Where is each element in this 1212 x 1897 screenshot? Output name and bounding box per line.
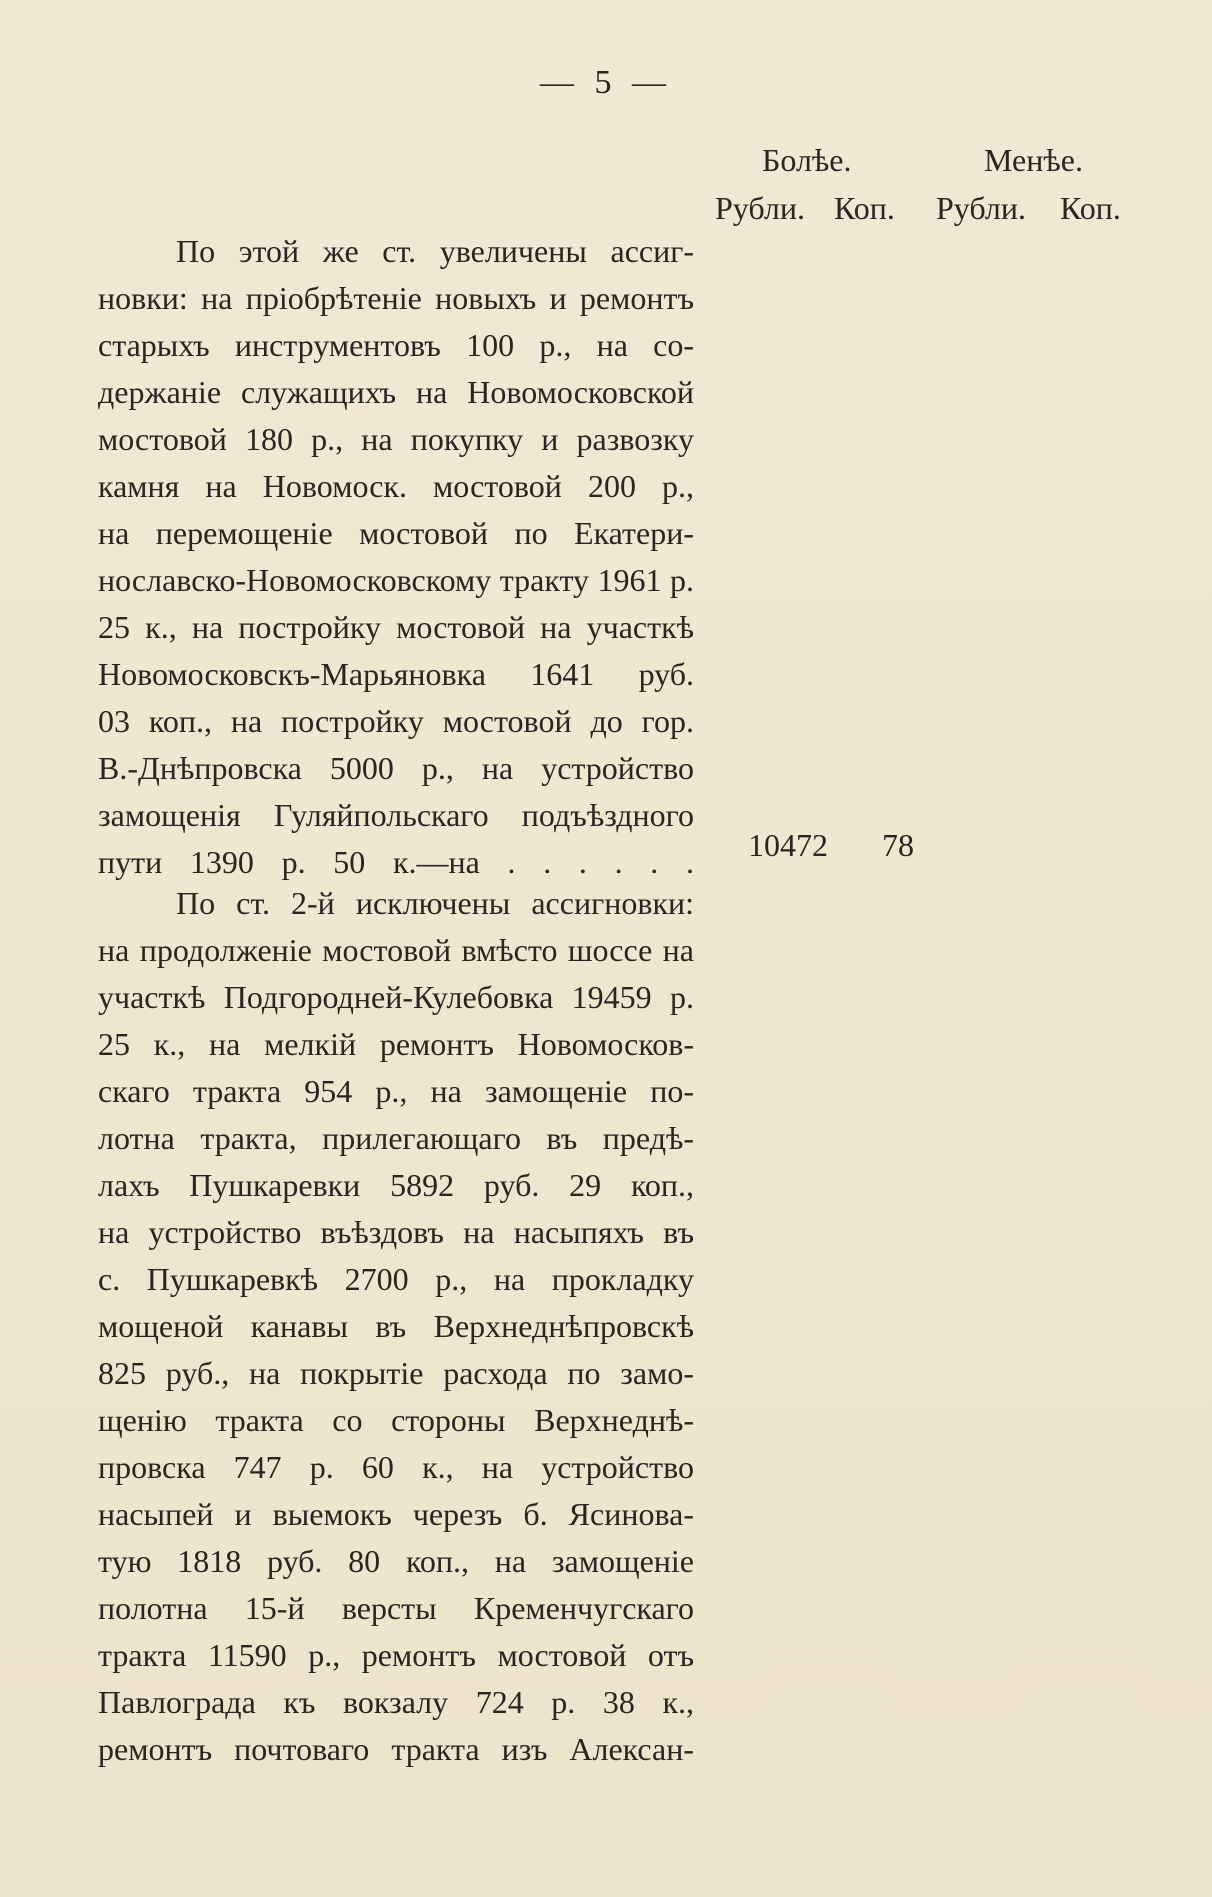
text-line: нославско-Новомосковскому тракту 1961 р. <box>98 562 694 598</box>
text-line: Павлограда къ вокзалу 724 р. 38 к., <box>98 1684 694 1720</box>
text-line: щенію тракта со стороны Верхнеднѣ- <box>98 1402 694 1438</box>
amount-rubles-more: 10472 <box>748 827 828 863</box>
text-line: держаніе служащихъ на Новомосковской <box>98 374 694 410</box>
text-line: мощеной канавы въ Верхнеднѣпровскѣ <box>98 1308 694 1344</box>
text-line: Новомосковскъ-Марьяновка 1641 руб. <box>98 656 694 692</box>
text-line: на перемощеніе мостовой по Екатери- <box>98 515 694 551</box>
text-line: камня на Новомоск. мостовой 200 р., <box>98 468 694 504</box>
column-header-more: Болѣе. <box>762 142 852 178</box>
text-line: полотна 15-й версты Кременчугскаго <box>98 1590 694 1626</box>
text-line: 25 к., на мелкій ремонтъ Новомосков- <box>98 1026 694 1062</box>
text-line: лахъ Пушкаревки 5892 руб. 29 коп., <box>98 1167 694 1203</box>
column-header-rubles-less: Рубли. <box>936 190 1026 226</box>
text-line: тракта 11590 р., ремонтъ мостовой отъ <box>98 1637 694 1673</box>
text-line: По ст. 2-й исключены ассигновки: <box>176 885 694 921</box>
text-line: на устройство въѣздовъ на насыпяхъ въ <box>98 1214 694 1250</box>
page-number: — 5 — <box>540 64 672 101</box>
amount-kopecks-more: 78 <box>882 827 914 863</box>
paragraph-increased-allocations <box>98 228 694 886</box>
text-line: замощенія Гуляйпольскаго подъѣздного <box>98 797 694 833</box>
text-line: новки: на пріобрѣтеніе новыхъ и ремонтъ <box>98 280 694 316</box>
text-line: участкѣ Подгородней-Кулебовка 19459 р. <box>98 979 694 1015</box>
text-line: 825 руб., на покрытіе расхода по замо- <box>98 1355 694 1391</box>
column-header-less: Менѣе. <box>984 142 1083 178</box>
text-line: ремонтъ почтоваго тракта изъ Алексан- <box>98 1731 694 1767</box>
text-line: 03 коп., на постройку мостовой до гор. <box>98 703 694 739</box>
text-line: лотна тракта, прилегающаго въ предѣ- <box>98 1120 694 1156</box>
text-line: насыпей и выемокъ черезъ б. Ясинова- <box>98 1496 694 1532</box>
text-line: пути 1390 р. 50 к.—на . . . . . . <box>98 844 694 880</box>
text-line: с. Пушкаревкѣ 2700 р., на прокладку <box>98 1261 694 1297</box>
text-line: старыхъ инструментовъ 100 р., на со- <box>98 327 694 363</box>
column-header-rubles-more: Рубли. <box>715 190 805 226</box>
paragraph-excluded-allocations <box>98 880 694 1773</box>
text-line: По этой же ст. увеличены ассиг- <box>176 233 694 269</box>
text-line: мостовой 180 р., на покупку и развозку <box>98 421 694 457</box>
text-line: В.-Днѣпровска 5000 р., на устройство <box>98 750 694 786</box>
column-header-kopecks-more: Коп. <box>834 190 895 226</box>
text-line: тую 1818 руб. 80 коп., на замощеніе <box>98 1543 694 1579</box>
text-line: скаго тракта 954 р., на замощеніе по- <box>98 1073 694 1109</box>
text-line: провска 747 р. 60 к., на устройство <box>98 1449 694 1485</box>
text-line: 25 к., на постройку мостовой на участкѣ <box>98 609 694 645</box>
column-header-kopecks-less: Коп. <box>1060 190 1121 226</box>
text-line: на продолженіе мостовой вмѣсто шоссе на <box>98 932 694 968</box>
